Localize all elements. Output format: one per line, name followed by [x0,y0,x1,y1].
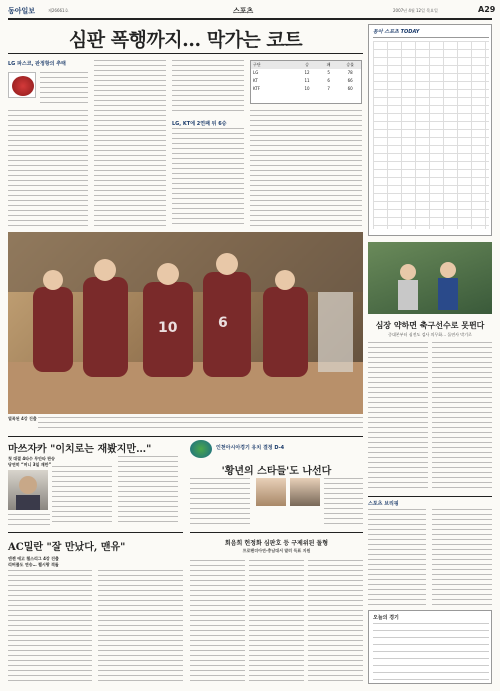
paper-name: 동아일보 [8,6,36,15]
right-story-subhead: 중대본부터 심전도 검사 의무화… 돌연사 막기로 [388,332,472,337]
soccer-illustration [368,242,492,314]
briefs-body [368,509,426,605]
article-body [368,342,428,492]
article-body [52,466,112,526]
section-rule [8,436,363,437]
table-cell: 6 [327,78,330,83]
briefs-body [432,509,492,605]
masthead [8,5,496,17]
athlete-photo-1 [256,478,286,506]
article-body [8,110,88,228]
table-cell: 66 [347,78,353,83]
player-headshot-icon [8,470,48,510]
article-body [324,478,363,528]
asian-games-headline: '황년의 스타들'도 나선다 [221,466,332,477]
players-illustration [8,232,363,414]
main-headline: 심판 폭행까지… 막가는 코트 [68,29,303,51]
masthead-rule [8,18,492,20]
article-body [190,560,245,682]
table-header: 승 [305,62,309,67]
table-cell: 78 [347,70,353,75]
article-body [308,560,363,682]
team-logo-box [8,72,36,98]
sidebar-divider [373,37,489,38]
issue-number: 제26661호 [48,8,69,13]
today-logo: 동아 스포츠 TODAY [373,29,420,35]
team-logo-icon [12,76,34,96]
table-header: 구단 [253,62,261,67]
caption-text [38,417,363,429]
acmilan-headline: AC밀란 "잘 만났다, 맨유" [8,542,126,553]
table-row [251,77,361,85]
table-row [251,85,361,93]
article-body [172,60,244,115]
table-cell: 60 [347,86,353,91]
scoreboard-grid [373,41,489,229]
table-header: 패 [326,62,331,67]
article-body [8,514,50,528]
table-cell: KTF [253,86,261,91]
table-cell: 12 [304,70,310,75]
table-cell: KT [253,78,258,83]
article-body [172,128,244,228]
issue-date: 2007년 4월 12일 목요일 [393,8,438,13]
briefs-title: 스포츠 브리핑 [368,501,399,507]
section-rule [8,532,183,533]
baseball-headline: 마쓰자카 "이치로는 재봤지만…" [8,444,152,455]
athlete-photo-2 [290,478,320,506]
article-body [8,570,92,682]
today-games-box [368,610,492,684]
briefs-box [368,496,492,606]
today-games-grid [373,623,489,681]
table-row [251,69,361,77]
article-body [94,60,166,228]
bottom-center-headline: 회음희 헌정화 심판호 등 구제위된 돌형 [224,540,329,547]
stats-table [250,60,362,104]
section-name: 스포츠 [233,7,254,15]
table-cell: 11 [304,78,310,83]
asian-games-logo [190,440,212,458]
table-header: 승률 [346,62,355,67]
table-cell: 10 [304,86,310,91]
acmilan-subhead: 엔젠 에고 챔스리그 4강 진출 리버풀도 연승… 첼시랑 격돌 [8,556,59,567]
today-games-title: 오늘의 경기 [373,615,399,621]
headline-rule [8,53,363,54]
table-cell: 7 [327,86,330,91]
table-cell: LG [253,70,259,75]
photo-caption-title: 열폭된 4강 진출 [8,416,37,421]
svg-text:10: 10 [158,320,178,336]
svg-text:6: 6 [218,315,228,331]
article-body [190,478,250,528]
subhead-left: LG 파스코, 판정항의 추태 [8,61,66,67]
right-story-headline: 심장 약하면 축구선수로 못뛴다 [375,320,485,330]
subhead-center: LG, KT에 2연패 뒤 6승 [172,121,227,127]
right-photo [368,242,492,314]
today-sidebar [368,24,492,236]
asian-games-banner: 인천아시아경기 유치 결정 D-4 [216,445,285,451]
section-rule [190,532,363,533]
player-photo [8,470,48,510]
baseball-subhead: 첫 대결 4타수 무안타 판승 당연히 “머니 3일 재만” [8,456,55,467]
article-body [250,110,362,228]
article-body [432,342,492,492]
page-number: A29 [478,5,496,14]
table-cell: 5 [327,70,330,75]
article-body [118,456,178,526]
article-body [98,570,183,682]
article-body [249,560,304,682]
article-body [40,72,88,106]
basketball-photo [8,232,363,414]
bottom-center-subhead: 프로팬더아연-충남대서 말러 득표 지원 [242,548,311,553]
